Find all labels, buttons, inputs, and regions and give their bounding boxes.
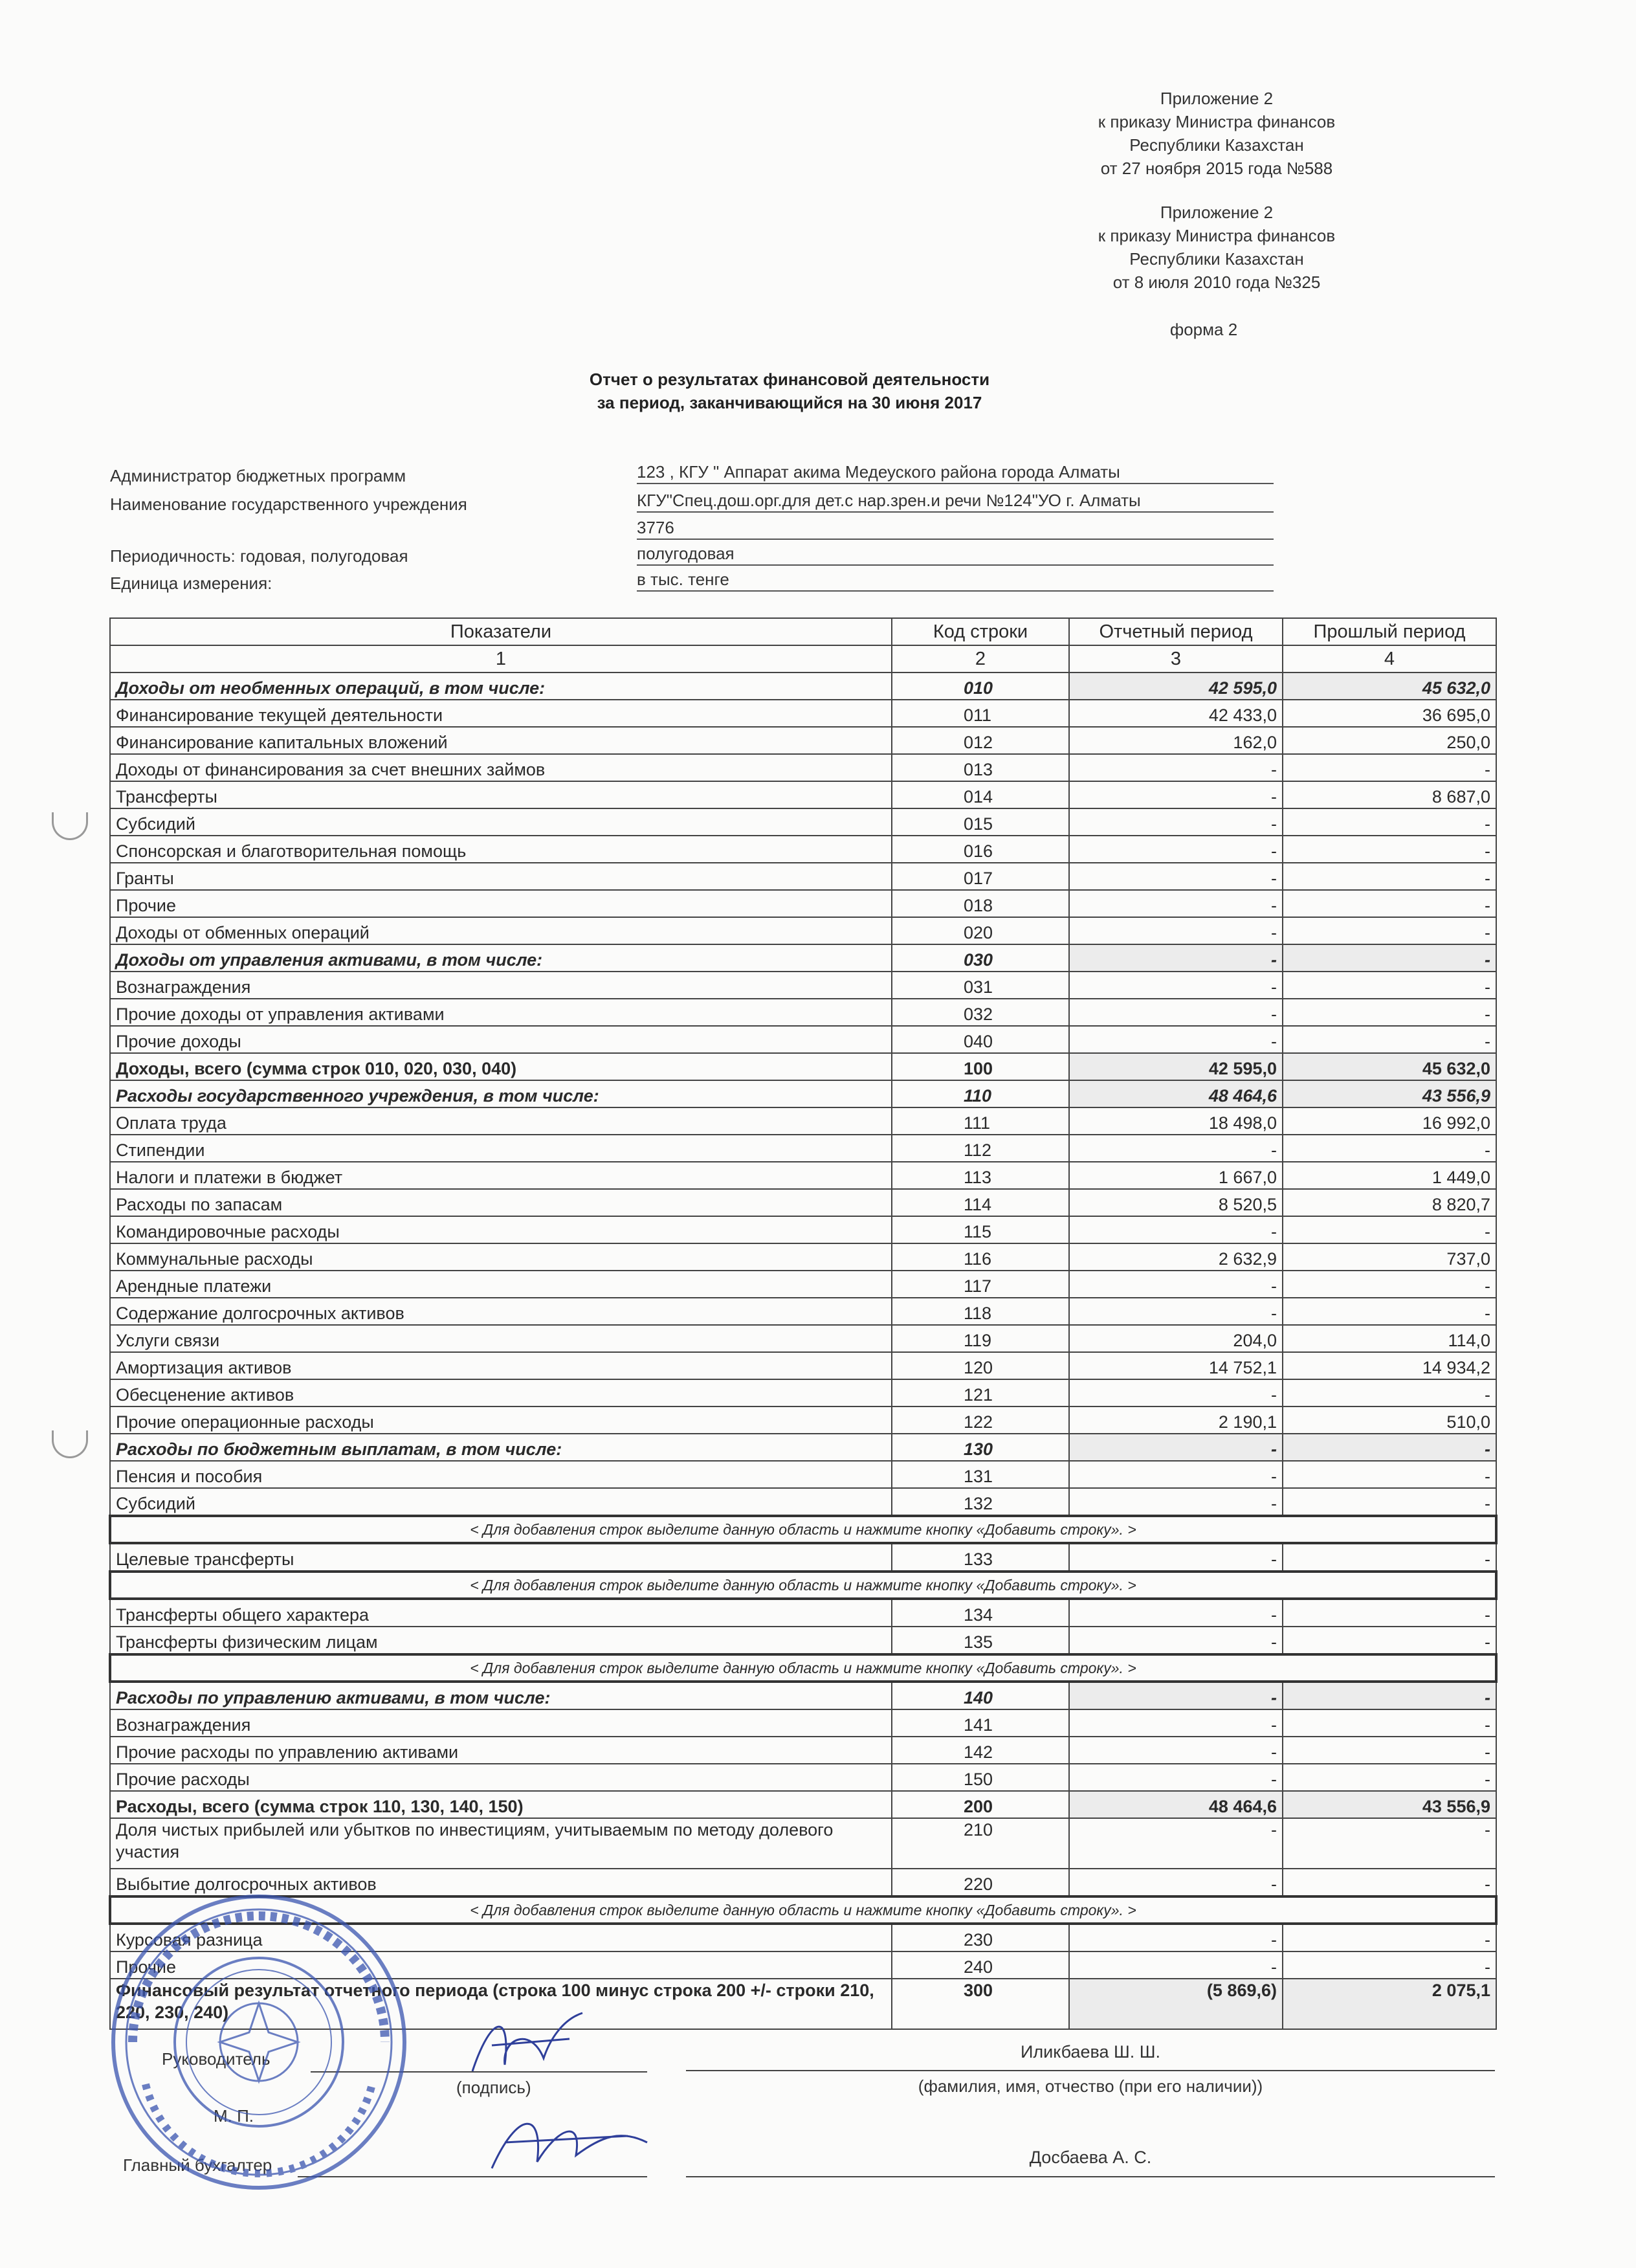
table-row bbox=[110, 1682, 1496, 1709]
report-title bbox=[453, 368, 1126, 414]
table-row bbox=[110, 1298, 1496, 1325]
row-previous-value: - bbox=[1283, 808, 1496, 836]
row-previous-value: 36 695,0 bbox=[1283, 700, 1496, 727]
row-code: 010 bbox=[892, 673, 1069, 700]
table-row bbox=[110, 1107, 1496, 1135]
add-row-note-row bbox=[110, 1516, 1496, 1543]
row-code: 118 bbox=[892, 1298, 1069, 1325]
row-code: 116 bbox=[892, 1243, 1069, 1271]
row-previous-value: 43 556,9 bbox=[1283, 1080, 1496, 1107]
row-label: Прочие операционные расходы bbox=[110, 1406, 892, 1434]
row-current-value: - bbox=[1069, 863, 1283, 890]
row-label: Субсидий bbox=[110, 1488, 892, 1516]
row-previous-value: 45 632,0 bbox=[1283, 673, 1496, 700]
row-code: 130 bbox=[892, 1434, 1069, 1461]
table-row bbox=[110, 754, 1496, 781]
col-number: 4 bbox=[1283, 645, 1496, 673]
row-previous-value: - bbox=[1283, 917, 1496, 944]
appendix-line: Республики Казахстан bbox=[1129, 249, 1304, 269]
row-label: Гранты bbox=[110, 863, 892, 890]
row-previous-value: 8 687,0 bbox=[1283, 781, 1496, 808]
row-label: Доходы, всего (сумма строк 010, 020, 030, 040) bbox=[110, 1053, 892, 1080]
admin-label: Администратор бюджетных программ bbox=[110, 466, 406, 485]
row-current-value: - bbox=[1069, 808, 1283, 836]
financial-results-table bbox=[109, 617, 1498, 2030]
row-label: Спонсорская и благотворительная помощь bbox=[110, 836, 892, 863]
row-code: 018 bbox=[892, 890, 1069, 917]
table-row bbox=[110, 1135, 1496, 1162]
row-label: Доходы от финансирования за счет внешних займов bbox=[110, 754, 892, 781]
row-previous-value: - bbox=[1283, 1951, 1496, 1979]
row-label: Финансовый результат отчетного периода (строка 100 минус строка 200 +/- строки 210, 220, 230, 240) bbox=[110, 1979, 892, 2029]
row-current-value: (5 869,6) bbox=[1069, 1979, 1283, 2029]
appendix-line: к приказу Министра финансов bbox=[1098, 226, 1336, 245]
head-name-line bbox=[686, 2070, 1495, 2071]
row-code: 131 bbox=[892, 1461, 1069, 1488]
row-label: Расходы государственного учреждения, в том числе: bbox=[110, 1080, 892, 1107]
table-row bbox=[110, 863, 1496, 890]
add-row-note-row bbox=[110, 1572, 1496, 1599]
accountant-name-line bbox=[686, 2176, 1495, 2177]
row-code: 142 bbox=[892, 1737, 1069, 1764]
appendix-line: Приложение 2 bbox=[1160, 203, 1274, 222]
table-row bbox=[110, 972, 1496, 999]
table-row bbox=[110, 944, 1496, 972]
row-previous-value: 1 449,0 bbox=[1283, 1162, 1496, 1189]
row-label: Амортизация активов bbox=[110, 1352, 892, 1379]
row-code: 119 bbox=[892, 1325, 1069, 1352]
row-current-value: 48 464,6 bbox=[1069, 1791, 1283, 1818]
row-label: Пенсия и пособия bbox=[110, 1461, 892, 1488]
row-current-value: - bbox=[1069, 781, 1283, 808]
row-previous-value: - bbox=[1283, 1709, 1496, 1737]
row-current-value: - bbox=[1069, 1026, 1283, 1053]
table-row bbox=[110, 1216, 1496, 1243]
row-code: 100 bbox=[892, 1053, 1069, 1080]
row-code: 150 bbox=[892, 1764, 1069, 1791]
row-label: Субсидий bbox=[110, 808, 892, 836]
row-code: 016 bbox=[892, 836, 1069, 863]
row-label: Командировочные расходы bbox=[110, 1216, 892, 1243]
row-code: 135 bbox=[892, 1627, 1069, 1654]
row-code: 141 bbox=[892, 1709, 1069, 1737]
row-code: 140 bbox=[892, 1682, 1069, 1709]
row-label: Финансирование капитальных вложений bbox=[110, 727, 892, 754]
table-row bbox=[110, 999, 1496, 1026]
report-title-line: Отчет о результатах финансовой деятельности bbox=[589, 370, 990, 389]
row-previous-value: - bbox=[1283, 1924, 1496, 1951]
row-current-value: - bbox=[1069, 1709, 1283, 1737]
head-label: Руководитель bbox=[162, 2049, 271, 2069]
col-header-current: Отчетный период bbox=[1069, 618, 1283, 645]
row-current-value: - bbox=[1069, 1599, 1283, 1627]
row-label: Прочие расходы по управлению активами bbox=[110, 1737, 892, 1764]
row-previous-value: 45 632,0 bbox=[1283, 1053, 1496, 1080]
table-row bbox=[110, 890, 1496, 917]
row-label: Трансферты bbox=[110, 781, 892, 808]
row-previous-value: - bbox=[1283, 1818, 1496, 1869]
row-current-value: - bbox=[1069, 754, 1283, 781]
col-number: 3 bbox=[1069, 645, 1283, 673]
row-label: Доля чистых прибылей или убытков по инвестициям, учитываемым по методу долевого участия bbox=[110, 1818, 892, 1869]
row-current-value: - bbox=[1069, 1737, 1283, 1764]
row-previous-value: - bbox=[1283, 1026, 1496, 1053]
period-value: полугодовая bbox=[637, 542, 1274, 566]
add-row-note: < Для добавления строк выделите данную область и нажмите кнопку «Добавить строку». > bbox=[110, 1572, 1496, 1599]
table-row bbox=[110, 1406, 1496, 1434]
row-previous-value: 16 992,0 bbox=[1283, 1107, 1496, 1135]
appendix-line: от 8 июля 2010 года №325 bbox=[1112, 272, 1321, 292]
signature-caption: (подпись) bbox=[456, 2078, 531, 2097]
table-row bbox=[110, 1709, 1496, 1737]
table-row bbox=[110, 700, 1496, 727]
row-previous-value: - bbox=[1283, 999, 1496, 1026]
row-current-value: 204,0 bbox=[1069, 1325, 1283, 1352]
row-label: Расходы по бюджетным выплатам, в том числе: bbox=[110, 1434, 892, 1461]
accountant-label: Главный бухгалтер bbox=[123, 2155, 272, 2175]
row-code: 133 bbox=[892, 1543, 1069, 1572]
form-label: форма 2 bbox=[1169, 320, 1238, 339]
admin-value: 123 , КГУ " Аппарат акима Медеуского района города Алматы bbox=[637, 461, 1274, 484]
row-current-value: - bbox=[1069, 836, 1283, 863]
row-previous-value: - bbox=[1283, 836, 1496, 863]
unit-value: в тыс. тенге bbox=[637, 568, 1274, 592]
row-code: 015 bbox=[892, 808, 1069, 836]
row-previous-value: - bbox=[1283, 1298, 1496, 1325]
row-label: Вознаграждения bbox=[110, 972, 892, 999]
row-current-value: - bbox=[1069, 1379, 1283, 1406]
row-current-value: 14 752,1 bbox=[1069, 1352, 1283, 1379]
row-current-value: - bbox=[1069, 1764, 1283, 1791]
official-seal-stamp bbox=[107, 1890, 411, 2194]
row-previous-value: 250,0 bbox=[1283, 727, 1496, 754]
row-label: Финансирование текущей деятельности bbox=[110, 700, 892, 727]
row-previous-value: 2 075,1 bbox=[1283, 1979, 1496, 2029]
row-previous-value: - bbox=[1283, 1216, 1496, 1243]
table-row bbox=[110, 1325, 1496, 1352]
row-label: Налоги и платежи в бюджет bbox=[110, 1162, 892, 1189]
add-row-note: < Для добавления строк выделите данную область и нажмите кнопку «Добавить строку». > bbox=[110, 1896, 1496, 1924]
table-row bbox=[110, 781, 1496, 808]
row-label: Содержание долгосрочных активов bbox=[110, 1298, 892, 1325]
row-label: Стипендии bbox=[110, 1135, 892, 1162]
table-row bbox=[110, 1080, 1496, 1107]
row-code: 110 bbox=[892, 1080, 1069, 1107]
row-previous-value: - bbox=[1283, 944, 1496, 972]
row-label: Расходы по запасам bbox=[110, 1189, 892, 1216]
table-row bbox=[110, 1053, 1496, 1080]
row-code: 012 bbox=[892, 727, 1069, 754]
col-header-code: Код строки bbox=[892, 618, 1069, 645]
table-header-row bbox=[110, 618, 1496, 645]
row-label: Целевые трансферты bbox=[110, 1543, 892, 1572]
row-previous-value: - bbox=[1283, 1869, 1496, 1896]
row-previous-value: 14 934,2 bbox=[1283, 1352, 1496, 1379]
fio-caption: (фамилия, имя, отчество (при его наличии)) bbox=[918, 2076, 1263, 2096]
col-header-indicator: Показатели bbox=[110, 618, 892, 645]
row-current-value: - bbox=[1069, 1869, 1283, 1896]
row-label: Прочие bbox=[110, 890, 892, 917]
row-current-value: - bbox=[1069, 1216, 1283, 1243]
row-previous-value: - bbox=[1283, 1737, 1496, 1764]
row-previous-value: - bbox=[1283, 1764, 1496, 1791]
row-current-value: 162,0 bbox=[1069, 727, 1283, 754]
row-label: Расходы, всего (сумма строк 110, 130, 140, 150) bbox=[110, 1791, 892, 1818]
row-label: Коммунальные расходы bbox=[110, 1243, 892, 1271]
row-code: 134 bbox=[892, 1599, 1069, 1627]
row-code: 030 bbox=[892, 944, 1069, 972]
row-current-value: - bbox=[1069, 1434, 1283, 1461]
row-previous-value: - bbox=[1283, 1461, 1496, 1488]
row-current-value: - bbox=[1069, 1543, 1283, 1572]
table-row bbox=[110, 1818, 1496, 1869]
table-row bbox=[110, 917, 1496, 944]
row-previous-value: 510,0 bbox=[1283, 1406, 1496, 1434]
appendix-line: от 27 ноября 2015 года №588 bbox=[1100, 159, 1333, 178]
row-previous-value: - bbox=[1283, 1488, 1496, 1516]
row-code: 120 bbox=[892, 1352, 1069, 1379]
row-label: Прочие доходы от управления активами bbox=[110, 999, 892, 1026]
row-code: 114 bbox=[892, 1189, 1069, 1216]
row-previous-value: - bbox=[1283, 863, 1496, 890]
row-label: Доходы от управления активами, в том числе: bbox=[110, 944, 892, 972]
row-current-value: - bbox=[1069, 1818, 1283, 1869]
row-code: 117 bbox=[892, 1271, 1069, 1298]
row-label: Прочие расходы bbox=[110, 1764, 892, 1791]
head-name: Иликбаева Ш. Ш. bbox=[1020, 2042, 1161, 2062]
row-previous-value: 737,0 bbox=[1283, 1243, 1496, 1271]
appendix-header-2015 bbox=[1010, 87, 1424, 180]
row-current-value: - bbox=[1069, 1488, 1283, 1516]
row-code: 011 bbox=[892, 700, 1069, 727]
table-row bbox=[110, 1189, 1496, 1216]
row-code: 013 bbox=[892, 754, 1069, 781]
row-current-value: 42 595,0 bbox=[1069, 1053, 1283, 1080]
row-current-value: 2 190,1 bbox=[1069, 1406, 1283, 1434]
row-current-value: - bbox=[1069, 1924, 1283, 1951]
head-signature bbox=[453, 2000, 621, 2091]
table-row bbox=[110, 1271, 1496, 1298]
row-current-value: - bbox=[1069, 1461, 1283, 1488]
row-code: 032 bbox=[892, 999, 1069, 1026]
row-label: Вознаграждения bbox=[110, 1709, 892, 1737]
row-code: 240 bbox=[892, 1951, 1069, 1979]
appendix-line: Республики Казахстан bbox=[1129, 135, 1304, 155]
table-row bbox=[110, 1352, 1496, 1379]
row-code: 017 bbox=[892, 863, 1069, 890]
row-current-value: - bbox=[1069, 1682, 1283, 1709]
binder-hole-mark bbox=[52, 812, 88, 840]
row-current-value: - bbox=[1069, 944, 1283, 972]
row-current-value: 42 595,0 bbox=[1069, 673, 1283, 700]
row-previous-value: 114,0 bbox=[1283, 1325, 1496, 1352]
col-number: 1 bbox=[110, 645, 892, 673]
row-current-value: - bbox=[1069, 1135, 1283, 1162]
table-row bbox=[110, 1543, 1496, 1572]
row-current-value: - bbox=[1069, 917, 1283, 944]
row-label: Оплата труда bbox=[110, 1107, 892, 1135]
row-label: Обесценение активов bbox=[110, 1379, 892, 1406]
table-row bbox=[110, 836, 1496, 863]
table-row bbox=[110, 1243, 1496, 1271]
row-previous-value: - bbox=[1283, 754, 1496, 781]
row-code: 113 bbox=[892, 1162, 1069, 1189]
row-label: Прочие bbox=[110, 1951, 892, 1979]
row-current-value: - bbox=[1069, 1271, 1283, 1298]
org-label: Наименование государственного учреждения bbox=[110, 495, 467, 514]
row-previous-value: - bbox=[1283, 1135, 1496, 1162]
seal-label: М. П. bbox=[214, 2106, 254, 2126]
row-current-value: 42 433,0 bbox=[1069, 700, 1283, 727]
row-current-value: 48 464,6 bbox=[1069, 1080, 1283, 1107]
period-label: Периодичность: годовая, полугодовая bbox=[110, 546, 408, 566]
row-label: Арендные платежи bbox=[110, 1271, 892, 1298]
table-row bbox=[110, 1488, 1496, 1516]
row-code: 111 bbox=[892, 1107, 1069, 1135]
row-current-value: 18 498,0 bbox=[1069, 1107, 1283, 1135]
row-current-value: - bbox=[1069, 1951, 1283, 1979]
row-previous-value: 8 820,7 bbox=[1283, 1189, 1496, 1216]
add-row-note: < Для добавления строк выделите данную область и нажмите кнопку «Добавить строку». > bbox=[110, 1516, 1496, 1543]
table-row bbox=[110, 1737, 1496, 1764]
row-current-value: 8 520,5 bbox=[1069, 1189, 1283, 1216]
row-label: Услуги связи bbox=[110, 1325, 892, 1352]
row-label: Доходы от необменных операций, в том числе: bbox=[110, 673, 892, 700]
col-number: 2 bbox=[892, 645, 1069, 673]
row-label: Расходы по управлению активами, в том числе: bbox=[110, 1682, 892, 1709]
row-previous-value: - bbox=[1283, 1543, 1496, 1572]
row-previous-value: 43 556,9 bbox=[1283, 1791, 1496, 1818]
row-current-value: 2 632,9 bbox=[1069, 1243, 1283, 1271]
row-code: 020 bbox=[892, 917, 1069, 944]
table-row bbox=[110, 808, 1496, 836]
table-row bbox=[110, 727, 1496, 754]
table-row bbox=[110, 1461, 1496, 1488]
appendix-line: Приложение 2 bbox=[1160, 89, 1274, 108]
row-code: 122 bbox=[892, 1406, 1069, 1434]
table-row bbox=[110, 1791, 1496, 1818]
binder-hole-mark bbox=[52, 1430, 88, 1458]
table-row bbox=[110, 1026, 1496, 1053]
table-row bbox=[110, 1162, 1496, 1189]
table-row bbox=[110, 1627, 1496, 1654]
col-header-previous: Прошлый период bbox=[1283, 618, 1496, 645]
row-current-value: - bbox=[1069, 890, 1283, 917]
row-code: 014 bbox=[892, 781, 1069, 808]
table-row bbox=[110, 1764, 1496, 1791]
row-code: 220 bbox=[892, 1869, 1069, 1896]
row-label: Трансферты физическим лицам bbox=[110, 1627, 892, 1654]
row-current-value: - bbox=[1069, 1627, 1283, 1654]
row-code: 132 bbox=[892, 1488, 1069, 1516]
row-current-value: - bbox=[1069, 1298, 1283, 1325]
table-row bbox=[110, 1434, 1496, 1461]
accountant-name: Досбаева А. С. bbox=[1029, 2148, 1152, 2167]
row-code: 121 bbox=[892, 1379, 1069, 1406]
row-previous-value: - bbox=[1283, 1434, 1496, 1461]
add-row-note: < Для добавления строк выделите данную область и нажмите кнопку «Добавить строку». > bbox=[110, 1654, 1496, 1682]
row-code: 040 bbox=[892, 1026, 1069, 1053]
row-code: 300 bbox=[892, 1979, 1069, 2029]
row-previous-value: - bbox=[1283, 1599, 1496, 1627]
table-column-numbers-row bbox=[110, 645, 1496, 673]
org-code: 3776 bbox=[637, 517, 1274, 540]
appendix-line: к приказу Министра финансов bbox=[1098, 112, 1336, 131]
row-label: Выбытие долгосрочных активов bbox=[110, 1869, 892, 1896]
row-code: 210 bbox=[892, 1818, 1069, 1869]
report-title-line: за период, заканчивающийся на 30 июня 2017 bbox=[597, 393, 982, 412]
row-previous-value: - bbox=[1283, 890, 1496, 917]
row-code: 031 bbox=[892, 972, 1069, 999]
row-previous-value: - bbox=[1283, 972, 1496, 999]
appendix-header-2010 bbox=[1010, 201, 1424, 294]
row-code: 230 bbox=[892, 1924, 1069, 1951]
row-code: 200 bbox=[892, 1791, 1069, 1818]
row-label: Курсовая разница bbox=[110, 1924, 892, 1951]
row-label: Доходы от обменных операций bbox=[110, 917, 892, 944]
row-current-value: 1 667,0 bbox=[1069, 1162, 1283, 1189]
row-previous-value: - bbox=[1283, 1682, 1496, 1709]
row-code: 115 bbox=[892, 1216, 1069, 1243]
row-previous-value: - bbox=[1283, 1627, 1496, 1654]
org-value: КГУ"Спец.дош.орг.для дет.с нар.зрен.и речи №124"УО г. Алматы bbox=[637, 489, 1274, 513]
table-row bbox=[110, 673, 1496, 700]
row-label: Прочие доходы bbox=[110, 1026, 892, 1053]
row-previous-value: - bbox=[1283, 1379, 1496, 1406]
unit-label: Единица измерения: bbox=[110, 573, 272, 593]
row-label: Трансферты общего характера bbox=[110, 1599, 892, 1627]
row-current-value: - bbox=[1069, 972, 1283, 999]
row-code: 112 bbox=[892, 1135, 1069, 1162]
row-current-value: - bbox=[1069, 999, 1283, 1026]
table-row bbox=[110, 1379, 1496, 1406]
add-row-note-row bbox=[110, 1654, 1496, 1682]
row-previous-value: - bbox=[1283, 1271, 1496, 1298]
accountant-signature bbox=[479, 2104, 660, 2188]
table-row bbox=[110, 1599, 1496, 1627]
